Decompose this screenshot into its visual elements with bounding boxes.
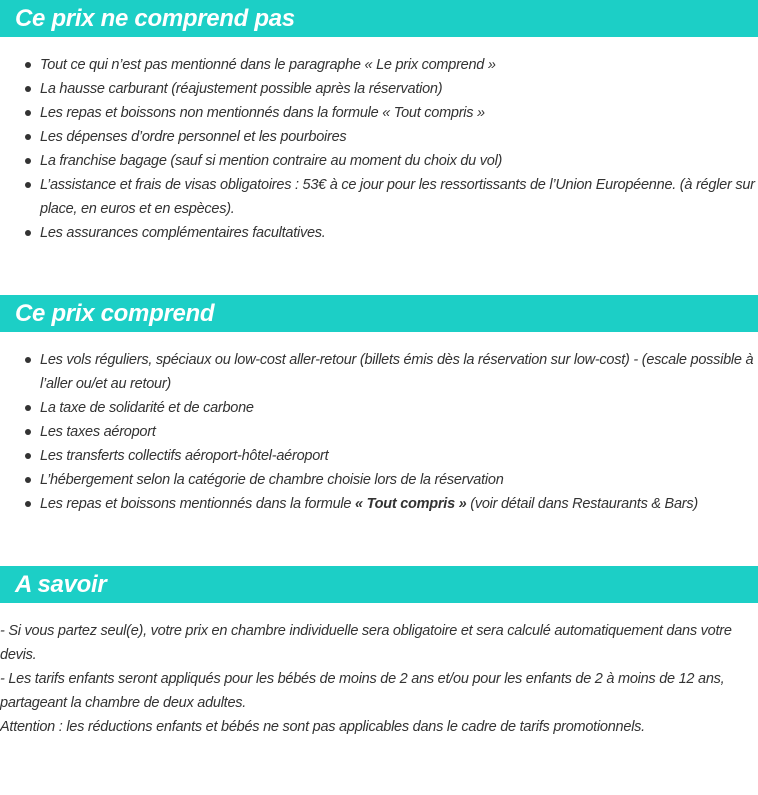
list-item: Les assurances complémentaires facultatives. — [0, 221, 758, 245]
list-item: La taxe de solidarité et de carbone — [0, 396, 758, 420]
section-title-excludes: Ce prix ne comprend pas — [15, 5, 295, 32]
list-item: Tout ce qui n’est pas mentionné dans le paragraphe « Le prix comprend » — [0, 53, 758, 77]
section-title-savoir: A savoir — [15, 571, 107, 598]
list-item-text: (voir détail dans Restaurants & Bars) — [466, 496, 698, 512]
list-item: Les dépenses d’ordre personnel et les pourboires — [0, 125, 758, 149]
list-item: La franchise bagage (sauf si mention contraire au moment du choix du vol) — [0, 149, 758, 173]
list-item: L’assistance et frais de visas obligatoires : 53€ à ce jour pour les ressortissants de l’Union Européenne. (à régler sur place, en euros et en espèces). — [0, 173, 758, 221]
section-header-includes — [0, 295, 758, 332]
list-item: La hausse carburant (réajustement possible après la réservation) — [0, 77, 758, 101]
section-header-excludes — [0, 0, 758, 37]
list-item: Les transferts collectifs aéroport-hôtel-aéroport — [0, 444, 758, 468]
savoir-paragraph: - Les tarifs enfants seront appliqués pour les bébés de moins de 2 ans et/ou pour les enfants de 2 à moins de 12 ans, partageant la chambre de deux adultes. — [0, 671, 725, 711]
list-item: L’hébergement selon la catégorie de chambre choisie lors de la réservation — [0, 468, 758, 492]
excludes-list — [0, 53, 758, 245]
list-item: Les repas et boissons non mentionnés dans la formule « Tout compris » — [0, 101, 758, 125]
includes-list — [0, 348, 758, 516]
section-header-savoir — [0, 566, 758, 603]
savoir-paragraph: - Si vous partez seul(e), votre prix en chambre individuelle sera obligatoire et sera calculé automatiquement dans votre devis. — [0, 623, 732, 663]
section-title-includes: Ce prix comprend — [15, 300, 215, 327]
list-item-text: Les repas et boissons mentionnés dans la formule — [40, 496, 355, 512]
tout-compris-emphasis: « Tout compris » — [355, 496, 467, 512]
list-item: Les taxes aéroport — [0, 420, 758, 444]
list-item — [0, 492, 758, 516]
savoir-content — [0, 619, 758, 739]
list-item: Les vols réguliers, spéciaux ou low-cost aller-retour (billets émis dès la réservation sur low-cost) - (escale possible à l’aller ou/et au retour) — [0, 348, 758, 396]
savoir-paragraph: Attention : les réductions enfants et bébés ne sont pas applicables dans le cadre de tarifs promotionnels. — [0, 719, 645, 735]
